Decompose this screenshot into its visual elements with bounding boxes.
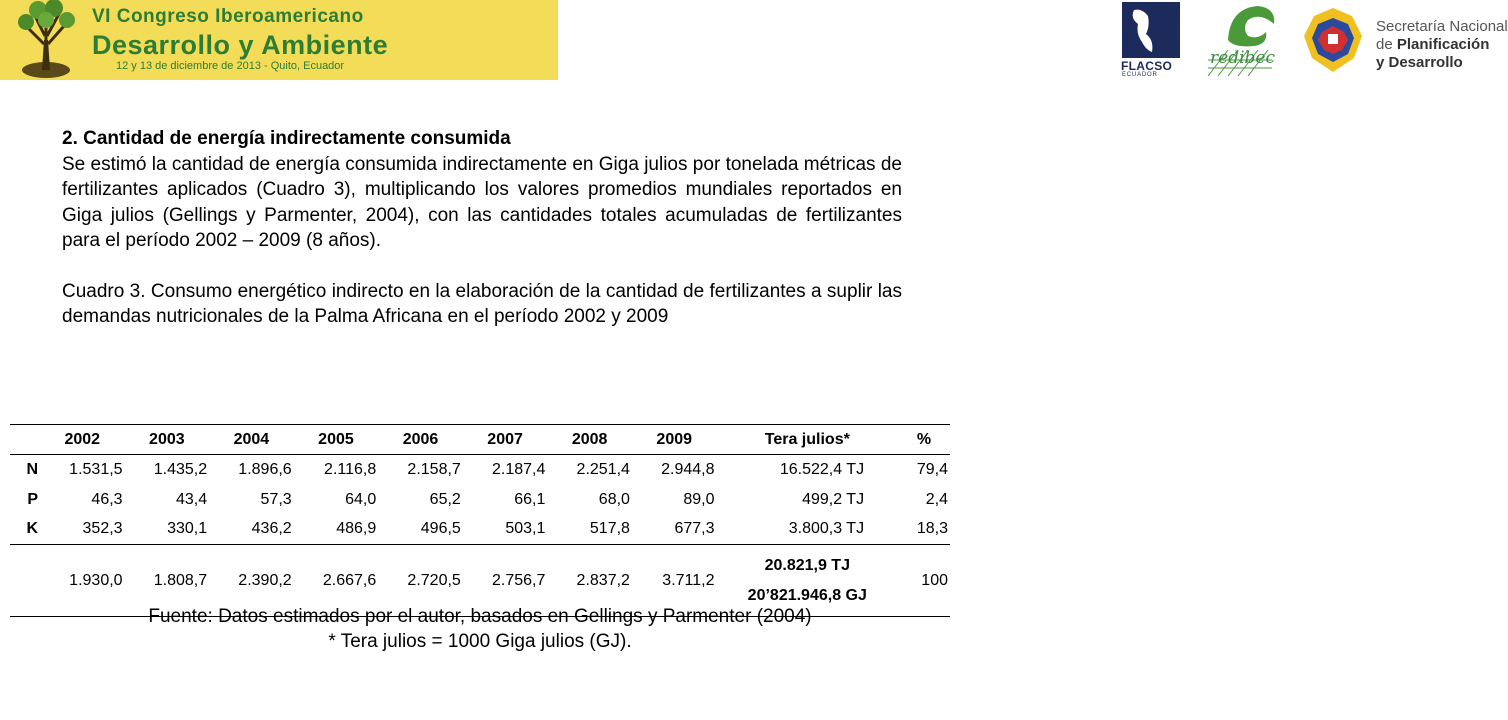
table-cell: 1.808,7 — [125, 545, 210, 617]
table-cell-pct: 18,3 — [916, 520, 948, 538]
table-row-p — [10, 485, 950, 515]
table-header-cell: 2003 — [125, 425, 210, 455]
table-cell-pct: 100 — [898, 545, 950, 617]
table-header-corner — [10, 425, 40, 455]
senplades-line3 — [1376, 54, 1463, 71]
row-label: N — [26, 460, 38, 478]
congress-banner — [0, 0, 558, 80]
table-cell: 2.187,4 — [491, 460, 546, 478]
table-cell: 1.531,5 — [69, 460, 123, 478]
total-gj: 20’821.946,8 GJ — [747, 586, 867, 604]
source-line: Fuente: Datos estimados por el autor, basados en Gellings y Parmenter (2004) — [148, 606, 812, 627]
table-cell: 2.837,2 — [547, 545, 632, 617]
header-banner — [0, 0, 1508, 80]
senplades-logo-icon — [1296, 6, 1370, 76]
table-cell: 2.756,7 — [463, 545, 548, 617]
table-cell: 2.390,2 — [209, 545, 294, 617]
table-row-n — [10, 455, 950, 485]
senplades-line2-prefix: de — [1376, 36, 1397, 53]
table-cell: 57,3 — [260, 490, 292, 508]
table-caption: Cuadro 3. Consumo energético indirecto en la elaboración de la cantidad de fertilizantes a suplir las demandas nutricionales de la Palma Africana en el período 2002 y 2009 — [62, 280, 902, 327]
table-header-cell: 2006 — [378, 425, 463, 455]
paragraph-methodology: Se estimó la cantidad de energía consumida indirectamente en Giga julios por tonelada métricas de fertilizantes aplicados (Cuadro 3), multiplicando los valores promedios mundiales reportados en Giga julios (Gellings y Parmenter, 2004), con las cantidades totales acumuladas de fertilizantes para el período 2002 – 2009 (8 años). — [62, 153, 902, 251]
table-header-cell: 2002 — [40, 425, 125, 455]
table-cell: 2.944,8 — [661, 460, 715, 478]
table-cell-pct: 79,4 — [916, 460, 948, 478]
table-cell: 503,1 — [505, 520, 546, 538]
table-cell-pct: 2,4 — [925, 490, 948, 508]
table-cell: 89,0 — [683, 490, 715, 508]
flacso-subtitle: ECUADOR — [1122, 72, 1158, 78]
table-cell: 3.711,2 — [632, 545, 717, 617]
sponsor-logos — [558, 0, 1508, 80]
table-cell: 64,0 — [345, 490, 377, 508]
units-footnote: * Tera julios = 1000 Giga julios (GJ). — [328, 631, 632, 652]
table-cell: 486,9 — [336, 520, 377, 538]
table-cell: 517,8 — [589, 520, 630, 538]
congress-date-line: 12 y 13 de diciembre de 2013 - Quito, Ecuador — [116, 60, 345, 72]
table-header-cell: % — [898, 425, 950, 455]
table-cell: 1.930,0 — [40, 545, 125, 617]
table-header-row — [10, 425, 950, 455]
row-label: P — [27, 490, 38, 508]
redibec-name: redibec — [1210, 48, 1275, 68]
congress-title-line1: VI Congreso Iberoamericano — [92, 6, 364, 27]
table-cell-tj: 499,2 TJ — [802, 490, 865, 508]
energy-table — [10, 424, 950, 617]
table-cell: 2.116,8 — [324, 460, 377, 478]
table-cell: 496,5 — [420, 520, 461, 538]
congress-title-line2: Desarrollo y Ambiente — [92, 30, 389, 60]
senplades-line1: Secretaría Nacional — [1376, 18, 1508, 35]
table-cell: 2.251,4 — [576, 460, 630, 478]
redibec-logo-icon — [1188, 0, 1284, 80]
paragraph-gap — [62, 254, 902, 279]
table-header-cell: Tera julios* — [717, 425, 899, 455]
table-header-cell: 2004 — [209, 425, 294, 455]
senplades-line2-bold: Planificación — [1396, 36, 1490, 53]
table-cell: 68,0 — [598, 490, 630, 508]
table-cell-tj: 16.522,4 TJ — [779, 460, 865, 478]
table-cell: 65,2 — [429, 490, 461, 508]
table-cell: 330,1 — [167, 520, 208, 538]
senplades-line3-bold: y Desarrollo — [1376, 54, 1463, 71]
table-cell: 2.667,6 — [294, 545, 379, 617]
table-cell: 2.158,7 — [407, 460, 461, 478]
table-cell: 677,3 — [674, 520, 715, 538]
table-row-k — [10, 515, 950, 545]
table-cell-tj: 3.800,3 TJ — [788, 520, 865, 538]
table-header-cell: 2005 — [294, 425, 379, 455]
total-tj: 20.821,9 TJ — [764, 556, 850, 574]
table-header-cell: 2008 — [547, 425, 632, 455]
table-cell: 43,4 — [175, 490, 208, 508]
table-header-cell: 2007 — [463, 425, 548, 455]
source-note — [0, 604, 960, 654]
table-header-cell: 2009 — [632, 425, 717, 455]
table-cell: 66,1 — [514, 490, 546, 508]
main-content — [62, 126, 902, 330]
senplades-line2 — [1376, 36, 1489, 53]
section-title: 2. Cantidad de energía indirectamente consumida — [62, 128, 511, 149]
table-cell: 2.720,5 — [378, 545, 463, 617]
table-cell: 46,3 — [91, 490, 123, 508]
tree-logo-icon — [4, 0, 88, 80]
flacso-name: FLACSO — [1121, 59, 1173, 73]
table-cell: 436,2 — [251, 520, 292, 538]
table-cell: 1.435,2 — [153, 460, 208, 478]
table-cell: 352,3 — [82, 520, 123, 538]
table-cell: 1.896,6 — [238, 460, 292, 478]
row-label: K — [26, 520, 38, 538]
